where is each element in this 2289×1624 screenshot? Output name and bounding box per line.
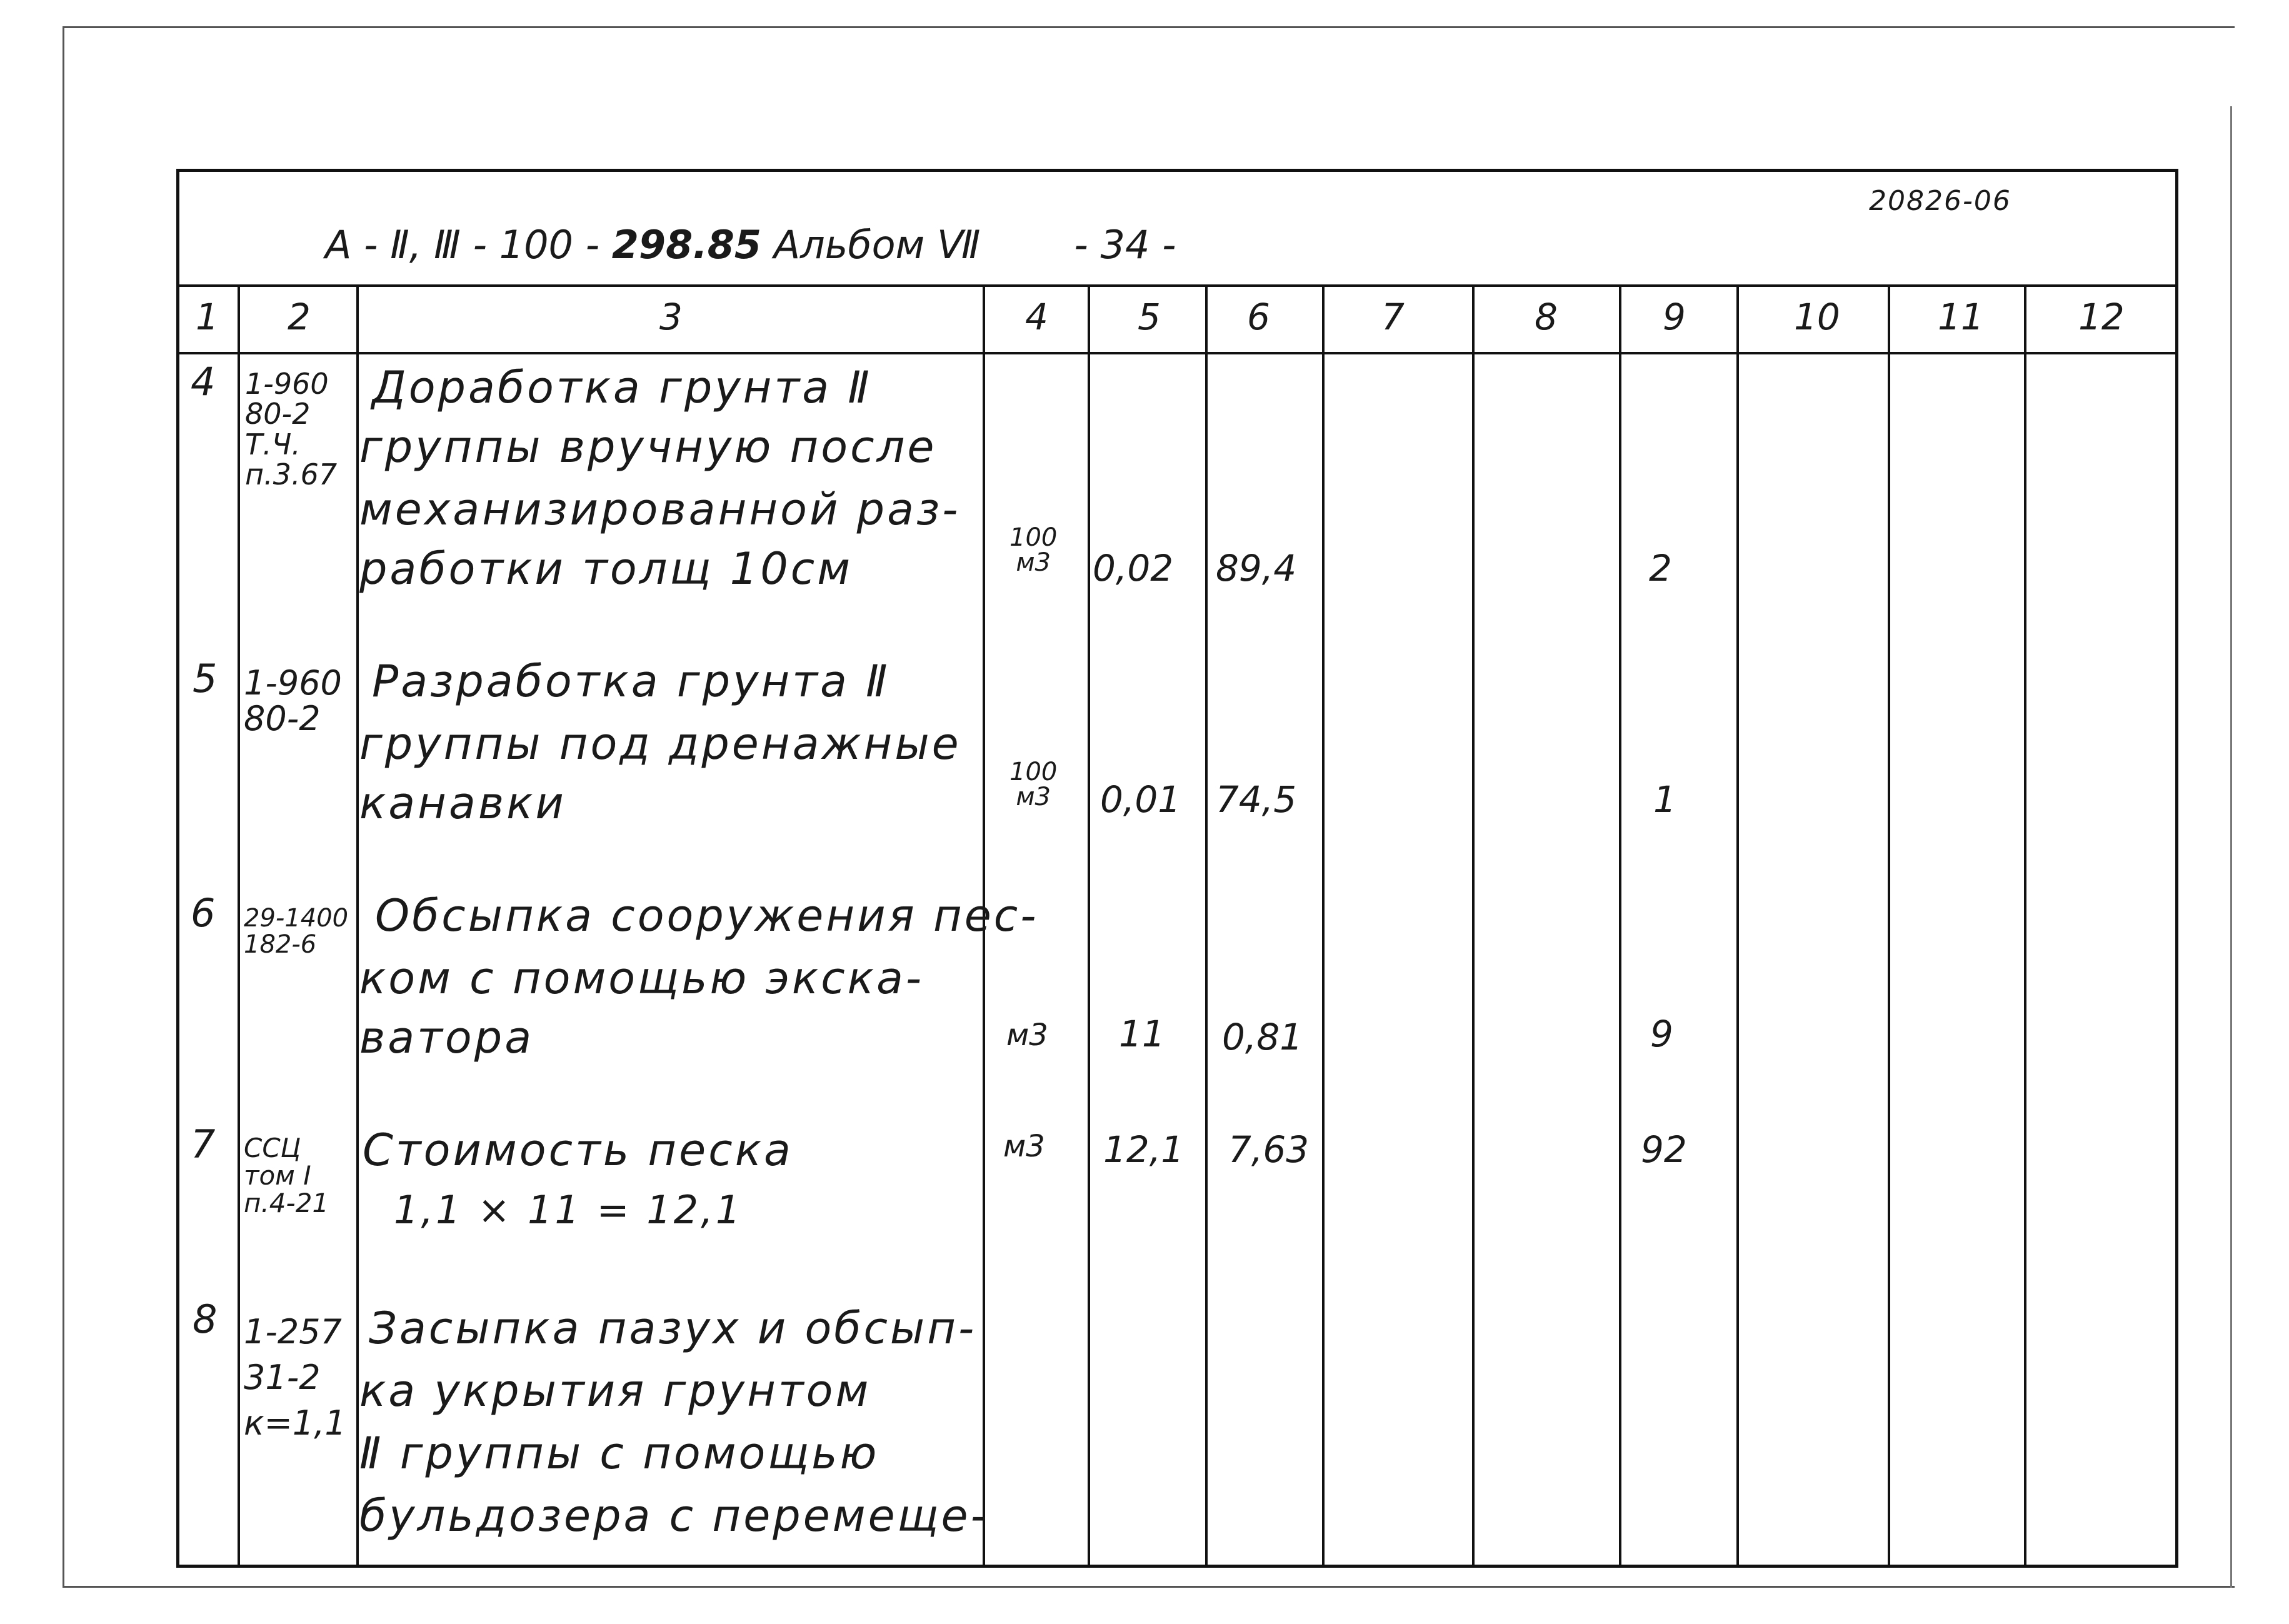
column-line xyxy=(1472,284,1475,1566)
row-col9: 92 xyxy=(1641,1128,1687,1171)
column-number: 4 xyxy=(1025,296,1048,338)
column-line xyxy=(1205,284,1208,1566)
row-price: 74,5 xyxy=(1216,778,1297,821)
row-unit: м3 xyxy=(1006,1018,1048,1053)
row-description-line: Ⅱ группы с помощью xyxy=(359,1428,879,1479)
header-title-left: А - Ⅱ, Ⅲ - 100 - xyxy=(325,222,612,268)
column-number: 7 xyxy=(1381,296,1405,338)
row-description-line: бульдозера с перемеще- xyxy=(359,1490,989,1541)
row-unit: 100 м3 xyxy=(1009,523,1058,577)
column-number: 2 xyxy=(288,296,311,338)
row-description-line: механизированной раз- xyxy=(359,484,961,535)
row-quantity: 0,01 xyxy=(1100,778,1181,821)
row-code: 29-1400 182-6 xyxy=(244,904,349,959)
row-description-line: Засыпка пазух и обсып- xyxy=(369,1303,977,1354)
row-price: 7,63 xyxy=(1228,1128,1310,1171)
row-number: 6 xyxy=(191,890,216,936)
column-number: 10 xyxy=(1794,296,1840,338)
row-number: 7 xyxy=(191,1121,216,1167)
row-quantity: 0,02 xyxy=(1093,547,1174,589)
row-number: 4 xyxy=(191,359,216,404)
row-code: 1-960 80-2 Т.Ч. п.3.67 xyxy=(245,367,338,491)
row-description-line: канавки xyxy=(359,778,566,829)
column-line xyxy=(2024,284,2026,1566)
row-description-line: группы под дренажные xyxy=(359,718,961,769)
column-number: 1 xyxy=(196,296,219,338)
column-number: 11 xyxy=(1938,296,1984,338)
column-line xyxy=(238,284,240,1566)
column-number: 6 xyxy=(1247,296,1270,338)
row-col9: 9 xyxy=(1650,1013,1673,1055)
sheet-header xyxy=(325,222,1176,268)
row-quantity: 12,1 xyxy=(1103,1128,1185,1171)
column-number-divider xyxy=(176,352,2178,354)
header-title-right: Альбом Ⅶ xyxy=(761,222,981,268)
page-number: - 34 - xyxy=(1074,222,1176,268)
row-code: 1-257 31-2 к=1,1 xyxy=(244,1312,346,1443)
row-price: 89,4 xyxy=(1216,547,1297,589)
document-code: 20826-06 xyxy=(1869,185,2011,217)
column-line xyxy=(1736,284,1739,1566)
row-description-line: Разработка грунта Ⅱ xyxy=(372,656,890,707)
row-col9: 2 xyxy=(1649,547,1672,589)
column-line xyxy=(1088,284,1090,1566)
row-description-line: ка укрытия грунтом xyxy=(359,1365,871,1416)
row-description-line: ватора xyxy=(359,1012,534,1063)
row-number: 5 xyxy=(193,656,218,701)
row-code: ССЦ том I п.4-21 xyxy=(244,1133,329,1219)
row-price: 0,81 xyxy=(1222,1016,1303,1058)
outer-page-frame-right-edge xyxy=(2230,106,2232,1588)
column-number: 9 xyxy=(1663,296,1686,338)
row-description-line: группы вручную после xyxy=(359,421,937,473)
column-number: 8 xyxy=(1535,296,1558,338)
column-number: 12 xyxy=(2078,296,2125,338)
row-code: 1-960 80-2 xyxy=(244,663,342,738)
row-col9: 1 xyxy=(1653,778,1676,821)
row-description-line: работки толщ 10см xyxy=(359,543,853,594)
column-line xyxy=(1619,284,1621,1566)
row-unit: 100 м3 xyxy=(1009,758,1058,811)
column-line xyxy=(1888,284,1890,1566)
row-quantity: 11 xyxy=(1119,1013,1165,1055)
column-line xyxy=(1322,284,1325,1566)
column-number: 3 xyxy=(659,296,683,338)
row-number: 8 xyxy=(193,1296,218,1342)
row-description-line: 1,1 × 11 = 12,1 xyxy=(394,1187,743,1233)
row-description-line: Доработка грунта Ⅱ xyxy=(372,362,872,413)
header-divider xyxy=(176,284,2178,287)
row-description-line: ком с помощью экска- xyxy=(359,953,924,1004)
column-line xyxy=(356,284,359,1566)
header-title-number: 298.85 xyxy=(611,222,762,268)
row-description-line: Стоимость песка xyxy=(363,1125,793,1176)
row-unit: м3 xyxy=(1003,1129,1045,1164)
row-description-line: Обсыпка сооружения пес- xyxy=(375,890,1039,941)
column-number: 5 xyxy=(1138,296,1161,338)
